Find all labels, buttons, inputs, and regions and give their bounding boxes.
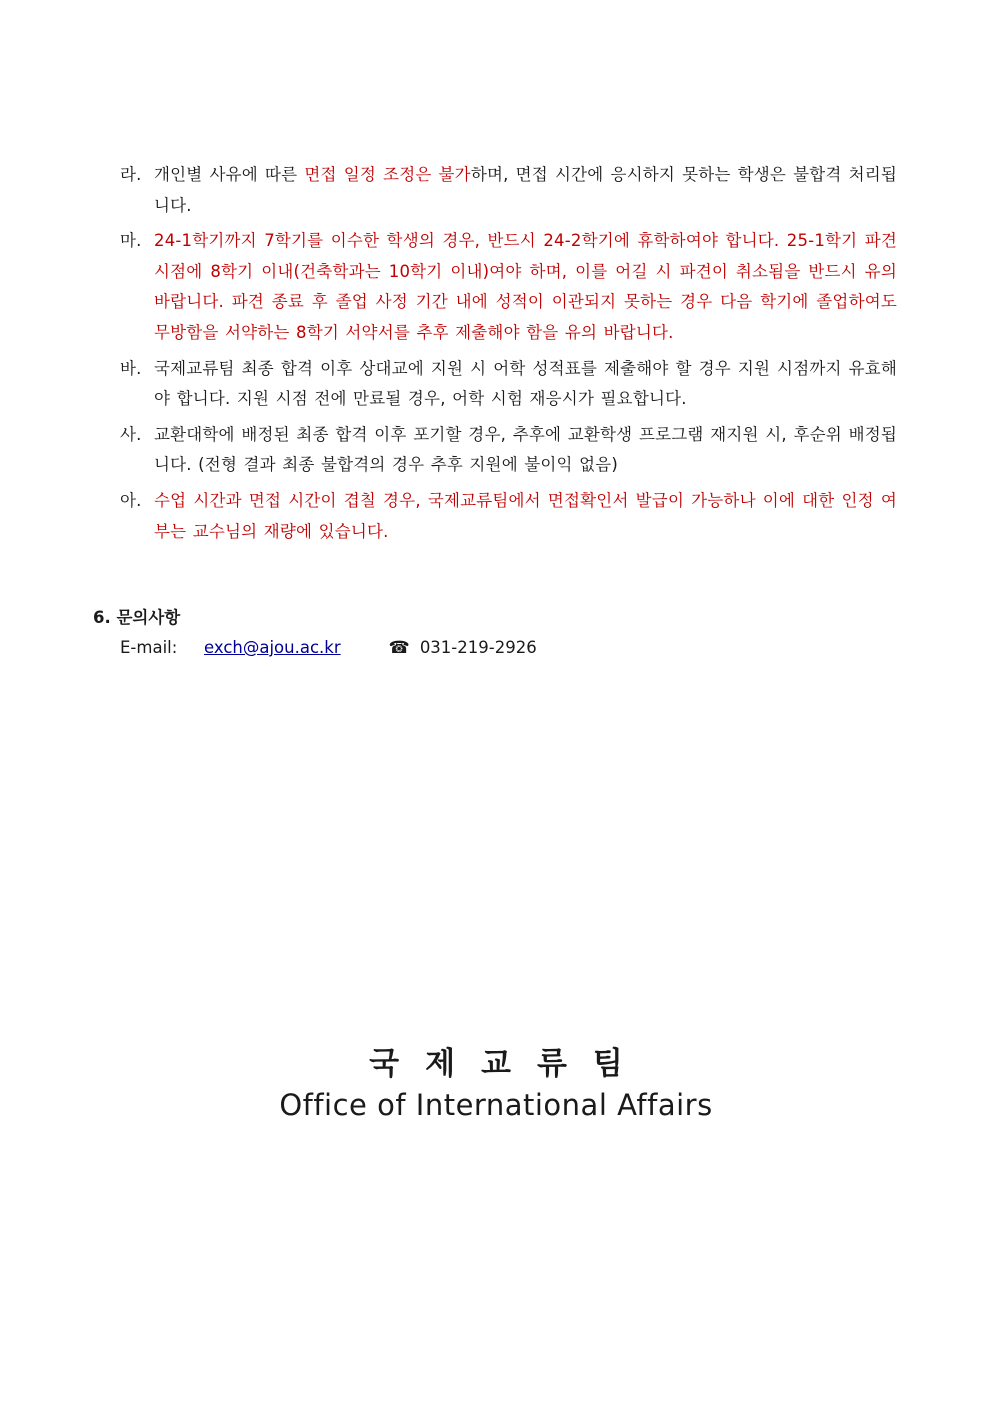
item-text-part: 개인별 사유에 따른	[154, 165, 305, 184]
notice-item-ma	[120, 226, 897, 348]
item-text	[154, 160, 897, 221]
item-text: 교환대학에 배정된 최종 합격 이후 포기할 경우, 추후에 교환학생 프로그램 재지원 시, 후순위 배정됩니다. (전형 결과 최종 불합격의 경우 추후 지원에 불이익 없음)	[154, 424, 897, 475]
footer-korean-name: 국제교류팀	[369, 1046, 649, 1082]
notice-list	[120, 160, 897, 552]
notice-item-ba	[120, 354, 897, 415]
item-marker: 라.	[120, 165, 142, 184]
phone-icon: ☎	[388, 638, 410, 658]
contact-section-title	[93, 604, 180, 632]
item-text-emphasis: 면접 일정 조정은 불가	[304, 165, 471, 184]
email-label: E-mail:	[120, 638, 178, 657]
item-marker: 바.	[120, 358, 142, 378]
item-marker: 아.	[120, 490, 142, 510]
notice-item-ra	[120, 160, 897, 221]
contact-info	[120, 634, 537, 662]
phone-number: 031-219-2926	[419, 638, 537, 657]
item-marker: 사.	[120, 424, 142, 444]
item-marker: 마.	[120, 231, 142, 251]
email-link[interactable]: exch@ajou.ac.kr	[204, 638, 341, 657]
item-text-emphasis: 24-1학기까지 7학기를 이수한 학생의 경우, 반드시 24-2학기에 휴학하여야 합니다. 25-1학기 파견 시점에 8학기 이내(건축학과는 10학기 이내)여야 하며, 이를 어길 시 파견이 취소됨을 반드시 유의 바랍니다. 파견 종료 후 졸업 사정 기간 내에 성적이 이관되지 못하는 경우 다음 학기에 졸업하여도 무방함을 서약하는 8학기 서약서를 추후 제출해야 함을 유의 바랍니다.	[154, 231, 897, 342]
footer-english-name: Office of International Affairs	[279, 1088, 713, 1122]
item-text: 국제교류팀 최종 합격 이후 상대교에 지원 시 어학 성적표를 제출해야 할 경우 지원 시점까지 유효해야 합니다. 지원 시점 전에 만료될 경우, 어학 시험 재응시가 필요합니다.	[154, 358, 897, 409]
section-title: 6. 문의사항	[93, 608, 181, 627]
item-text-emphasis: 수업 시간과 면접 시간이 겹칠 경우, 국제교류팀에서 면접확인서 발급이 가능하나 이에 대한 인정 여부는 교수님의 재량에 있습니다.	[154, 490, 897, 541]
notice-item-sa	[120, 420, 897, 481]
phone-info	[389, 634, 537, 662]
item-text-part: 하며, 면접 시간에 응시하지 못하는 학생은 불합격 처리됩니다.	[154, 165, 897, 215]
notice-item-a	[120, 486, 897, 547]
